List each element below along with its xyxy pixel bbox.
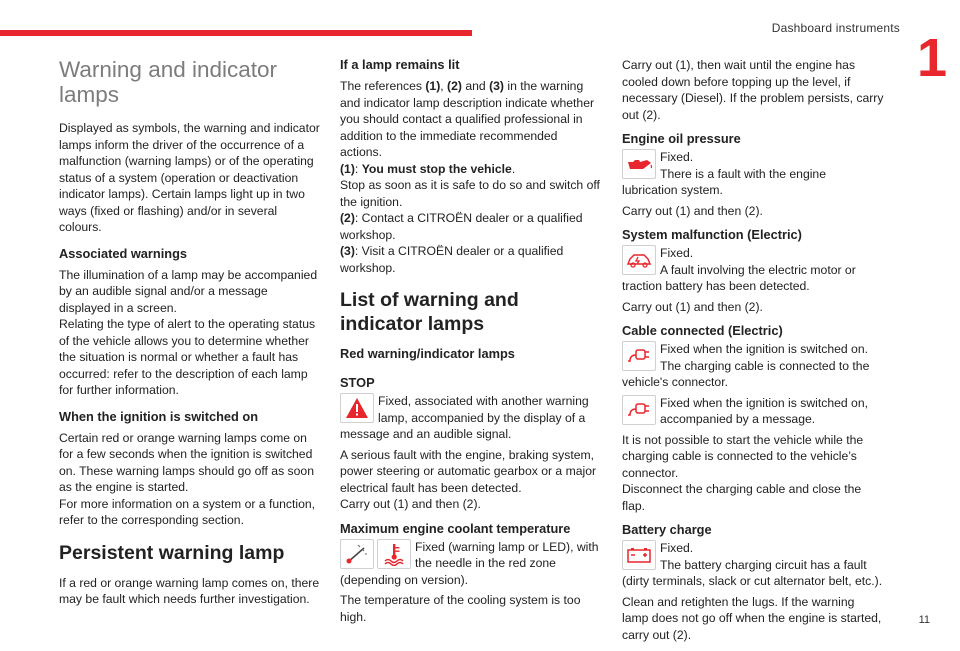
list-heading: List of warning and indicator lamps	[340, 289, 519, 335]
associated-warnings-heading: Associated warnings	[59, 245, 188, 261]
stop-p3: Carry out (1) and then (2).	[340, 497, 481, 511]
electric-car-fault-icon	[622, 245, 656, 275]
oil-can-icon	[622, 149, 656, 179]
header-accent-bar	[0, 30, 472, 36]
red-lamps-heading: Red warning/indicator lamps	[340, 346, 515, 361]
reference-2: (2): Contact a CITROËN dealer or a qualified workshop.	[340, 211, 583, 242]
associated-warnings-p1: The illumination of a lamp may be accompanied by an audible signal and/or a message displayed in a screen.	[59, 267, 318, 315]
cable-p3: Disconnect the charging cable and close the flap.	[622, 482, 862, 513]
system-lamp	[622, 245, 884, 295]
battery-fixed: Fixed.	[660, 541, 694, 555]
battery-description: The battery charging circuit has a fault (dirty terminals, slack or cut alternator belt, etc.).	[622, 557, 883, 588]
battery-icon	[622, 540, 656, 570]
stop-p2: A serious fault with the engine, braking system, power steering or automatic gearbox or a major electrical fault has been detected.	[340, 447, 597, 495]
stop-description: Fixed, associated with another warning lamp, accompanied by the display of a message and an audible signal.	[340, 394, 589, 441]
oil-p2: Carry out (1) and then (2).	[622, 203, 763, 218]
reference-1: (1): You must stop the vehicle. Stop as soon as it is safe to do so and switch off the ignition.	[340, 161, 600, 209]
battery-p2: Clean and retighten the lugs. If the warning lamp does not go off when the engine is started, carry out (2).	[622, 594, 882, 642]
battery-lamp	[622, 540, 884, 590]
persistent-heading: Persistent warning lamp	[59, 541, 285, 564]
oil-description: There is a fault with the engine lubrication system.	[622, 166, 826, 197]
charging-plug-icon	[622, 341, 656, 371]
coolant-description: Fixed (warning lamp or LED), with the needle in the red zone (depending on version).	[340, 539, 599, 587]
column-1	[59, 57, 321, 616]
system-p2: Carry out (1) and then (2).	[622, 299, 763, 314]
cable-description-a: Fixed when the ignition is switched on. The charging cable is connected to the vehicle's connector.	[622, 342, 870, 389]
page-number: 11	[918, 614, 930, 626]
oil-fixed: Fixed.	[660, 150, 694, 164]
coolant-p2: The temperature of the cooling system is too high.	[340, 593, 581, 624]
section-title: Dashboard instruments	[771, 21, 900, 35]
stop-heading: STOP	[340, 375, 375, 390]
battery-heading: Battery charge	[622, 522, 712, 537]
coolant-temperature-icon	[377, 539, 411, 569]
reference-3: (3): Visit a CITROËN dealer or a qualified workshop.	[340, 244, 564, 275]
column-3	[622, 57, 884, 651]
coolant-lamp	[340, 539, 602, 589]
oil-lamp	[622, 149, 884, 199]
cable-lamp-b	[622, 395, 884, 428]
cable-p2: It is not possible to start the vehicle while the charging cable is connected to the vehicle’s connector.	[622, 432, 864, 480]
charging-plug-icon	[622, 395, 656, 425]
system-heading: System malfunction (Electric)	[622, 227, 802, 242]
ignition-heading: When the ignition is switched on	[59, 408, 259, 424]
chapter-number: 1	[916, 28, 947, 88]
stop-warning-triangle-icon	[340, 393, 374, 423]
stop-lamp	[340, 393, 602, 443]
system-description: A fault involving the electric motor or traction battery has been detected.	[622, 262, 856, 293]
oil-heading: Engine oil pressure	[622, 131, 741, 146]
associated-warnings-p2: Relating the type of alert to the operating status of the vehicle allows you to determine whether the situation is normal or whether a fault has occurred: refer to the description of each lamp for further information.	[59, 317, 316, 397]
cable-lamp-a	[622, 341, 884, 391]
remains-lit-heading: If a lamp remains lit	[340, 57, 460, 72]
cable-description-b: Fixed when the ignition is switched on, accompanied by a message.	[660, 395, 868, 426]
ignition-p1: Certain red or orange warning lamps come on for a few seconds when the ignition is switched on. These warning lamps should go off as soon as the engine is started.	[59, 430, 314, 494]
coolant-heading: Maximum engine coolant temperature	[340, 520, 571, 536]
column-2	[340, 57, 602, 633]
ignition-p2: For more information on a system or a function, refer to the corresponding section.	[59, 496, 316, 527]
system-fixed: Fixed.	[660, 246, 694, 260]
page-title: Warning and indicator lamps	[59, 57, 278, 107]
coolant-gauge-icon	[340, 539, 374, 569]
references-paragraph: The references (1), (2) and (3) in the warning and indicator lamp description indicate whether you should contact a qualified professional in addition to the immediate recommended actions.	[340, 79, 595, 159]
persistent-paragraph: If a red or orange warning lamp comes on, there may be fault which needs further investigation.	[59, 575, 320, 606]
intro-paragraph: Displayed as symbols, the warning and indicator lamps inform the driver of the occurrence of a malfunction (warning lamps) or of the operating status of a system (operation or deactivation indicator lamps). Certain lamps light up in two ways (fixed or flashing) and/or in several colours.	[59, 121, 320, 234]
cable-heading: Cable connected (Electric)	[622, 323, 783, 338]
carry-out-paragraph: Carry out (1), then wait until the engine has cooled down before topping up the level, if necessary (Diesel). If the problem persists, carry out (2).	[622, 58, 884, 122]
